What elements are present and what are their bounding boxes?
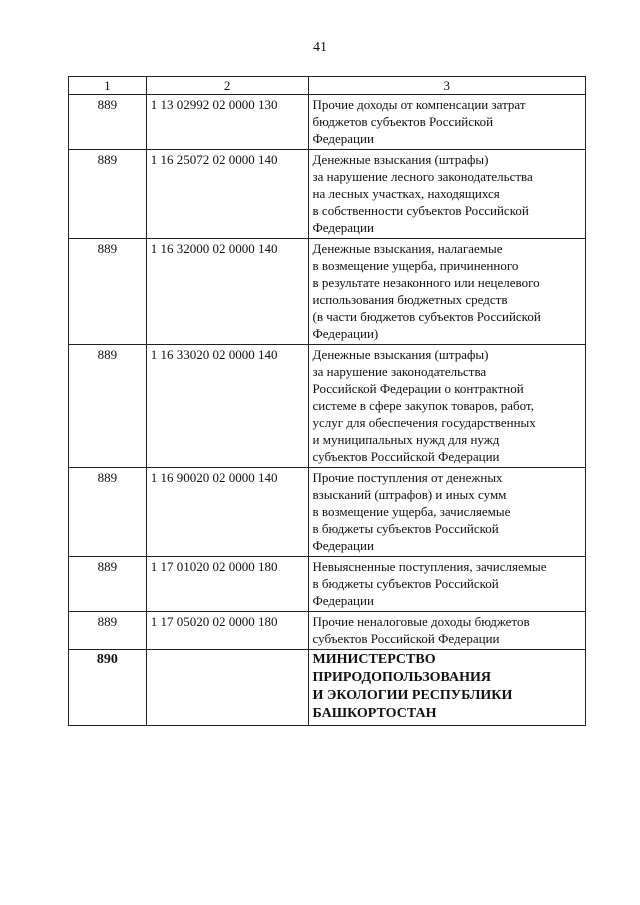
table-row — [69, 612, 586, 650]
revenue-code-cell: 1 16 32000 02 0000 140 — [146, 239, 308, 345]
revenue-code-cell: 1 16 33020 02 0000 140 — [146, 345, 308, 468]
admin-code-cell: 889 — [69, 345, 147, 468]
admin-code-cell: 889 — [69, 612, 147, 650]
revenue-name-cell: Денежные взыскания (штрафы) за нарушение законодательства Российской Федерации о контрактной системе в сфере закупок товаров, работ, услуг для обеспечения государственных и муниципальных нужд для нужд субъектов Российской Федерации — [308, 345, 585, 468]
column-header-3: 3 — [308, 77, 585, 95]
table-row — [69, 468, 586, 557]
table-header-row — [69, 77, 586, 95]
revenue-code-cell — [146, 650, 308, 726]
table-row-ministry-heading — [69, 650, 586, 726]
table-row — [69, 345, 586, 468]
admin-code-cell: 889 — [69, 150, 147, 239]
revenue-name-cell: Прочие доходы от компенсации затрат бюджетов субъектов Российской Федерации — [308, 95, 585, 150]
revenue-code-cell: 1 16 90020 02 0000 140 — [146, 468, 308, 557]
page-number: 41 — [313, 40, 327, 55]
revenue-code-cell: 1 13 02992 02 0000 130 — [146, 95, 308, 150]
revenue-name-cell: Невыясненные поступления, зачисляемые в бюджеты субъектов Российской Федерации — [308, 557, 585, 612]
table-row — [69, 95, 586, 150]
revenue-code-cell: 1 17 05020 02 0000 180 — [146, 612, 308, 650]
admin-code-cell: 890 — [69, 650, 147, 726]
table-row — [69, 557, 586, 612]
revenue-name-cell: Прочие поступления от денежных взысканий (штрафов) и иных сумм в возмещение ущерба, зачисляемые в бюджеты субъектов Российской Федерации — [308, 468, 585, 557]
revenue-name-cell: Прочие неналоговые доходы бюджетов субъектов Российской Федерации — [308, 612, 585, 650]
revenue-name-cell: Денежные взыскания (штрафы) за нарушение лесного законодательства на лесных участках, находящихся в собственности субъектов Российской Федерации — [308, 150, 585, 239]
admin-code-cell: 889 — [69, 95, 147, 150]
table-row — [69, 239, 586, 345]
revenue-code-cell: 1 17 01020 02 0000 180 — [146, 557, 308, 612]
ministry-name-cell: МИНИСТЕРСТВО ПРИРОДОПОЛЬЗОВАНИЯ И ЭКОЛОГИИ РЕСПУБЛИКИ БАШКОРТОСТАН — [308, 650, 585, 726]
admin-code-cell: 889 — [69, 468, 147, 557]
column-header-2: 2 — [146, 77, 308, 95]
column-header-1: 1 — [69, 77, 147, 95]
revenue-name-cell: Денежные взыскания, налагаемые в возмещение ущерба, причиненного в результате незаконного или нецелевого использования бюджетных средств (в части бюджетов субъектов Российской Федерации) — [308, 239, 585, 345]
admin-code-cell: 889 — [69, 557, 147, 612]
admin-code-cell: 889 — [69, 239, 147, 345]
revenue-code-cell: 1 16 25072 02 0000 140 — [146, 150, 308, 239]
table-row — [69, 150, 586, 239]
budget-revenue-table — [68, 76, 586, 726]
